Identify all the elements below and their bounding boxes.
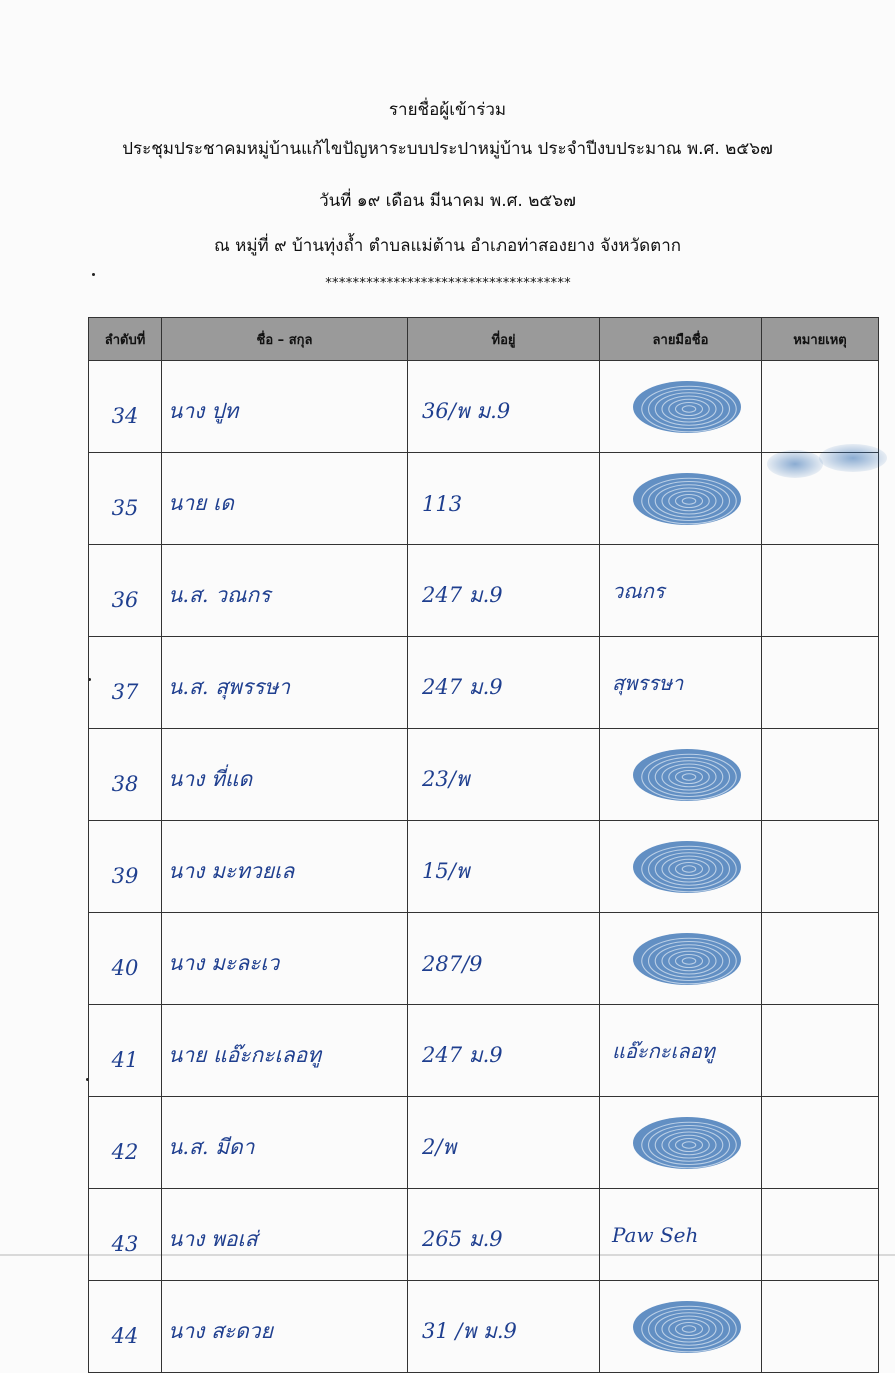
row-number: 41 (89, 1005, 162, 1097)
row-number: 39 (89, 821, 162, 913)
row-name: น.ส. สุพรรษา (162, 637, 408, 729)
document-title: รายชื่อผู้เข้าร่วม (388, 100, 507, 120)
table-row (89, 1005, 879, 1097)
row-remark (762, 1189, 879, 1281)
meeting-title: ประชุมประชาคมหมู่บ้านแก้ไขปัญหาระบบประปาหมู่บ้าน ประจำปีงบประมาณ พ.ศ. ๒๕๖๗ (122, 139, 773, 159)
row-number: 43 (89, 1189, 162, 1281)
meeting-location: ณ หมู่ที่ ๙ บ้านทุ่งถ้ำ ตำบลแม่ต้าน อำเภอท่าสองยาง จังหวัดตาก (213, 236, 682, 256)
row-name: นาง ที่แด (162, 729, 408, 821)
row-name: นาง สะดวย (162, 1281, 408, 1373)
table-row (89, 913, 879, 1005)
stray-fingerprint-smudge (765, 440, 890, 495)
table-row (89, 729, 879, 821)
row-number: 37 (89, 637, 162, 729)
row-remark (762, 729, 879, 821)
row-signature (600, 361, 762, 453)
row-address: 287/9 (408, 913, 600, 1005)
table-row (89, 361, 879, 453)
row-address: 247 ม.9 (408, 1005, 600, 1097)
table-row (89, 1281, 879, 1373)
row-name: นาง พอเส่ (162, 1189, 408, 1281)
row-name: นาย แอ๊ะกะเลอทู (162, 1005, 408, 1097)
row-signature (600, 729, 762, 821)
table-row (89, 637, 879, 729)
row-number: 34 (89, 361, 162, 453)
row-remark (762, 637, 879, 729)
row-address: 247 ม.9 (408, 637, 600, 729)
row-address: 113 (408, 453, 600, 545)
table-row (89, 453, 879, 545)
row-signature (600, 453, 762, 545)
row-signature (600, 1097, 762, 1189)
row-name: นาง มะทวยเล (162, 821, 408, 913)
row-signature: แอ๊ะกะเลอทู (600, 1005, 762, 1097)
fingerprint-icon (631, 747, 743, 803)
row-remark (762, 1097, 879, 1189)
col-header-remark: หมายเหตุ (762, 318, 879, 361)
table-row (89, 545, 879, 637)
row-signature (600, 1281, 762, 1373)
row-signature: วณกร (600, 545, 762, 637)
table-row (89, 821, 879, 913)
row-remark (762, 1281, 879, 1373)
col-header-address: ที่อยู่ (408, 318, 600, 361)
row-number: 38 (89, 729, 162, 821)
row-name: น.ส. มีดา (162, 1097, 408, 1189)
row-remark (762, 913, 879, 1005)
col-header-name: ชื่อ – สกุล (162, 318, 408, 361)
row-number: 44 (89, 1281, 162, 1373)
row-address: 23/พ (408, 729, 600, 821)
row-number: 36 (89, 545, 162, 637)
row-remark (762, 361, 879, 453)
row-name: นาง มะละเว (162, 913, 408, 1005)
row-address: 247 ม.9 (408, 545, 600, 637)
fingerprint-icon (631, 379, 743, 435)
col-header-number: ลำดับที่ (89, 318, 162, 361)
table-row (89, 1189, 879, 1281)
row-number: 35 (89, 453, 162, 545)
row-address: 2/พ (408, 1097, 600, 1189)
table-row (89, 1097, 879, 1189)
row-address: 36/พ ม.9 (408, 361, 600, 453)
row-signature (600, 913, 762, 1005)
table-header-row (89, 318, 879, 361)
row-name: นาย เด (162, 453, 408, 545)
fingerprint-icon (631, 471, 743, 527)
fingerprint-icon (631, 839, 743, 895)
row-address: 31 /พ ม.9 (408, 1281, 600, 1373)
fingerprint-icon (631, 1115, 743, 1171)
row-signature: Paw Seh (600, 1189, 762, 1281)
meeting-date: วันที่ ๑๙ เดือน มีนาคม พ.ศ. ๒๕๖๗ (319, 191, 576, 211)
row-remark (762, 821, 879, 913)
row-address: 15/พ (408, 821, 600, 913)
row-name: นาง ปูท (162, 361, 408, 453)
row-name: น.ส. วณกร (162, 545, 408, 637)
separator-line: ************************************ (324, 276, 571, 291)
row-number: 40 (89, 913, 162, 1005)
col-header-signature: ลายมือชื่อ (600, 318, 762, 361)
fingerprint-icon (631, 1299, 743, 1355)
row-remark (762, 545, 879, 637)
row-number: 42 (89, 1097, 162, 1189)
row-address: 265 ม.9 (408, 1189, 600, 1281)
row-signature: สุพรรษา (600, 637, 762, 729)
row-signature (600, 821, 762, 913)
fingerprint-icon (631, 931, 743, 987)
attendance-table (88, 317, 879, 1373)
row-remark (762, 1005, 879, 1097)
